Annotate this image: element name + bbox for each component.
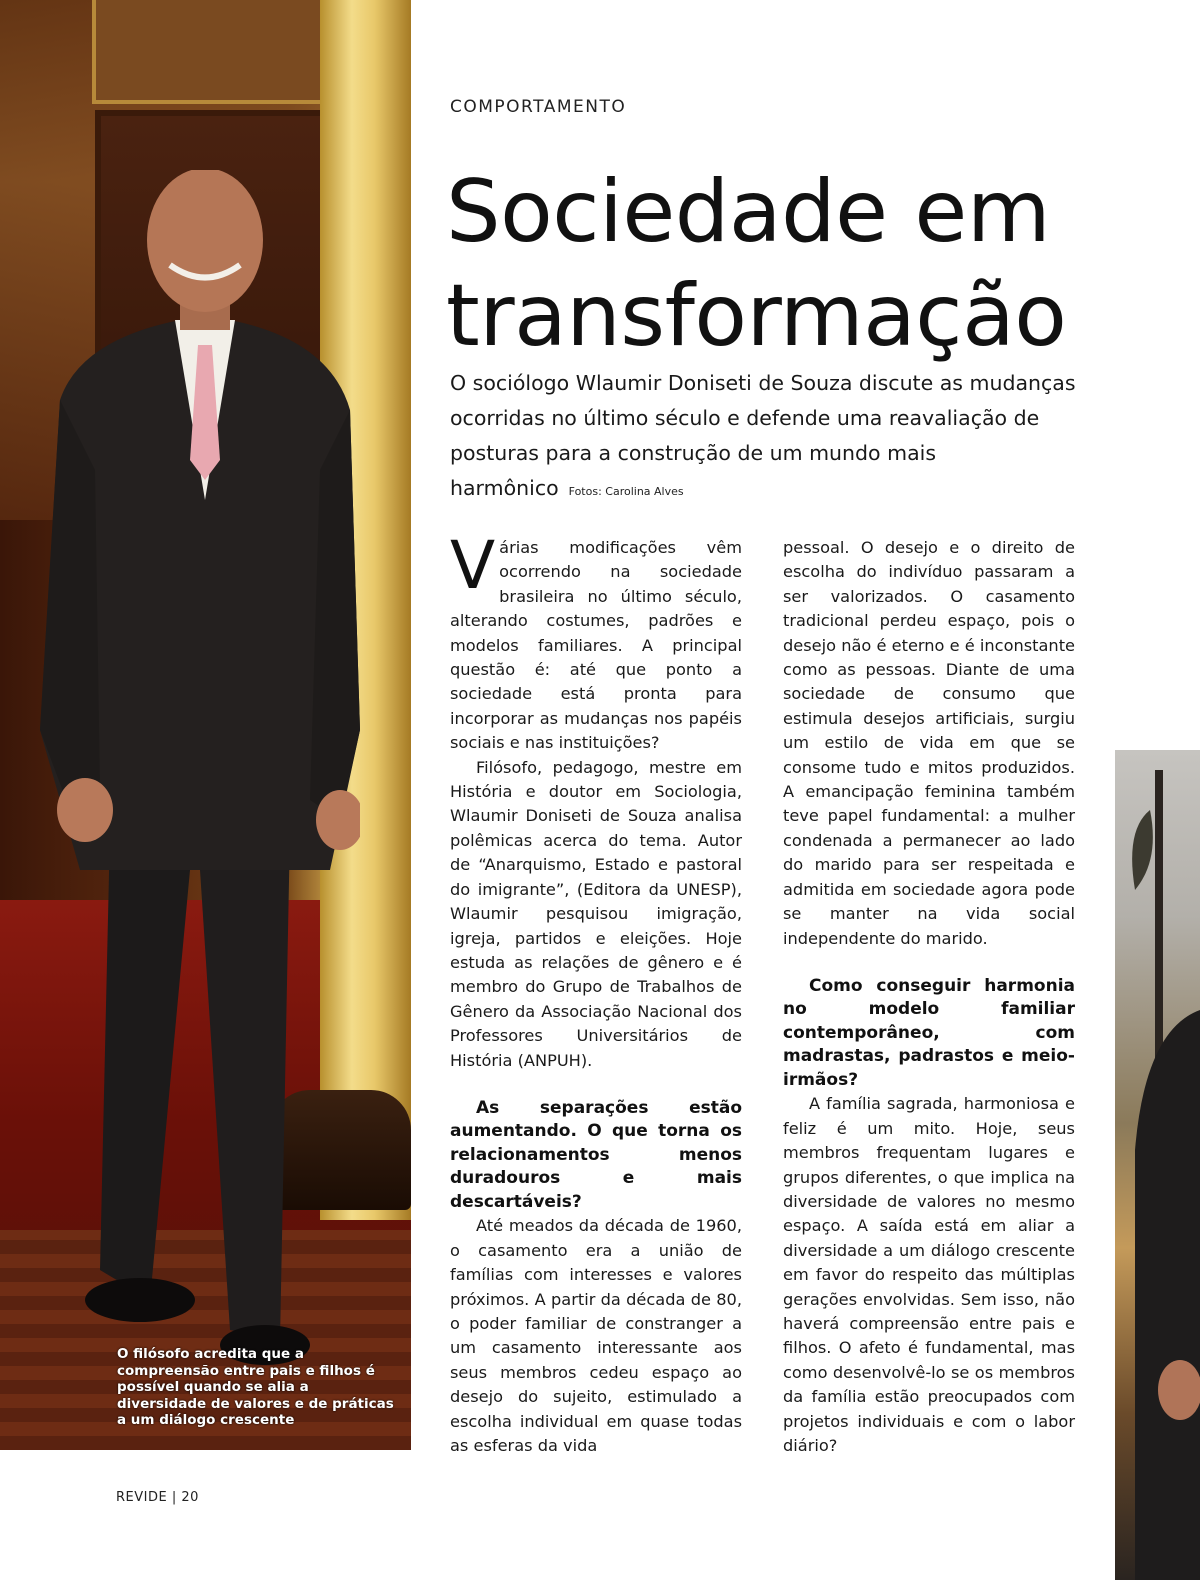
photo-picture-frame: [92, 0, 330, 104]
subtitle-text: O sociólogo Wlaumir Doniseti de Souza discute as mudanças ocorridas no último século e defende uma reavaliação de posturas para a construção de um mundo mais harmônico: [450, 371, 1076, 500]
paragraph: [450, 527, 742, 756]
question-heading: Como conseguir harmonia no modelo familiar contemporâneo, com madrastas, padrastos e meio-irmãos?: [783, 975, 1075, 1090]
secondary-photo-edge: [1115, 750, 1200, 1580]
title-line-1: Sociedade em: [446, 162, 1051, 262]
paragraph: Até meados da década de 1960, o casamento era a união de famílias com interesses e valores próximos. A partir da década de 80, o poder familiar de constranger a um casamento interessante aos seus membros cedeu espaço ao desejo do sujeito, estimulado a escolha individual em quase todas as esferas da vida: [450, 1216, 742, 1456]
paragraph: A família sagrada, harmoniosa e feliz é um mito. Hoje, seus membros frequentam lugares e grupos diferentes, o que implica na diversidade de valores no mesmo espaço. A saída está em aliar a diversidade a um diálogo crescente em favor do respeito das múltiplas gerações envolvidas. Sem isso, não haverá compreensão entre pais e filhos. O afeto é fundamental, mas como desenvolvê-lo se os membros da família estão preocupados com projetos individuais e com o labor diário?: [783, 1094, 1075, 1456]
paragraph-text: árias modificações vêm ocorrendo na sociedade brasileira no último século, alterando costumes, padrões e modelos familiares. A principal questão é: até que ponto a sociedade está pronta para incorporar as mudanças nos papéis sociais e nas instituições?: [450, 538, 742, 753]
text-column-2: [783, 536, 1075, 1459]
article-subtitle: [450, 366, 1090, 509]
page-footer: REVIDE | 20: [116, 1490, 199, 1505]
paragraph: Filósofo, pedagogo, mestre em História e doutor em Sociologia, Wlaumir Doniseti de Souza analisa polêmicas acerca do tema. Autor de “Anarquismo, Estado e pastoral do imigrante”, (Editora da UNESP), Wlaumir pesquisou imigração, igreja, partidos e eleições. Hoje estuda as relações de gênero e é membro do Grupo de Trabalhos de Gênero da Associação Nacional dos Professores Universitários de História (ANPUH).: [450, 757, 742, 1070]
drop-cap: V: [450, 527, 496, 604]
photo-caption: O filósofo acredita que a compreensão entre pais e filhos é possível quando se alia a diversidade de valores e de práticas a um diálogo crescente: [117, 1346, 394, 1428]
article-title: [446, 160, 1066, 368]
text-column-1: [450, 527, 742, 1459]
main-photo: [0, 0, 411, 1450]
photo-credit: Fotos: Carolina Alves: [568, 485, 684, 498]
photo-man-figure: [40, 170, 360, 1370]
paragraph: pessoal. O desejo e o direito de escolha do indivíduo passaram a ser valorizados. O casamento tradicional perdeu espaço, pois o desejo não é eterno e é inconstante como as pessoas. Diante de uma sociedade de consumo que estimula desejos artificiais, surgiu um estilo de vida em que se consome tudo e mitos produzidos. A emancipação feminina também teve papel fundamental: a mulher condenada a permanecer ao lado do marido para ser respeitada e admitida em sociedade agora pode se manter na vida social independente do marido.: [783, 538, 1075, 948]
title-line-2: transformação: [446, 266, 1067, 366]
secondary-photo-figure: [1115, 750, 1200, 1580]
section-label: COMPORTAMENTO: [450, 97, 627, 117]
question-heading: As separações estão aumentando. O que torna os relacionamentos menos duradouros e mais descartáveis?: [450, 1097, 742, 1212]
